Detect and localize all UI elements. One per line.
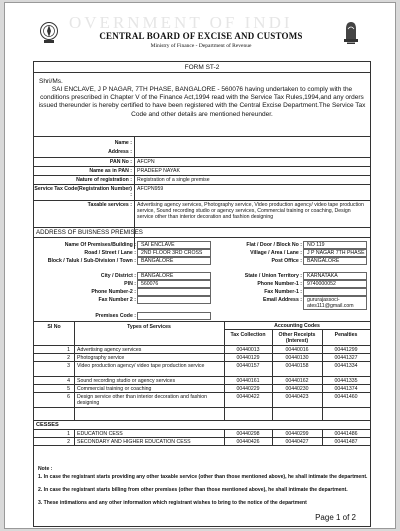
row-tax-code: 00440013: [236, 347, 260, 353]
cess-tax-code: 00440298: [236, 431, 260, 437]
divider: [34, 376, 370, 377]
form-frame: [33, 61, 371, 527]
row-tax-code: 00440422: [236, 394, 260, 400]
page-number: Page 1 of 2: [315, 513, 356, 522]
field-box: [137, 257, 211, 265]
note-title: Note :: [38, 466, 53, 472]
field-box: [137, 296, 211, 304]
column-divider: [224, 321, 225, 421]
row-tax-code: 00440157: [236, 363, 260, 369]
detail-label: Address :: [108, 149, 132, 155]
row-other-code: 00440158: [285, 363, 309, 369]
column-divider: [74, 321, 75, 421]
row-tax-code: 00440229: [236, 386, 260, 392]
detail-value: Advertising agency services, Photography service, Video production agency/ video tape production service, Sound recording studio or agency services, Commercial training or coaching, Design service other than interior decoration and fashion designing: [137, 202, 364, 220]
field-box: [137, 288, 211, 296]
divider: [34, 420, 370, 421]
detail-label: Name :: [114, 140, 132, 146]
row-other-code: 00440230: [285, 386, 309, 392]
detail-value: [134, 140, 137, 146]
row-slno: 4: [67, 378, 70, 384]
divider: [34, 166, 370, 167]
divider: [34, 227, 370, 228]
premises-label: Village / Area / Lane :: [250, 250, 302, 256]
row-tax-code: 00440161: [236, 378, 260, 384]
field-box: [303, 249, 367, 257]
detail-label: Taxable services :: [87, 202, 132, 208]
row-service-type: Commercial training or coaching: [77, 386, 152, 392]
cess-slno: 1: [67, 431, 70, 437]
premises-value: BANGALORE: [307, 258, 340, 264]
col-header-other: Other Receipts (Interest): [278, 332, 316, 344]
cess-tax-code: 00440426: [236, 439, 260, 445]
row-penalty-code: 00441335: [334, 378, 358, 384]
premises-label: Road / Street / Lane :: [84, 250, 136, 256]
premises-value: J P NAGAR 7TH PHASE: [307, 250, 365, 256]
col-header-services: Types of Services: [127, 324, 171, 330]
organization-name: CENTRAL BOARD OF EXCISE AND CUSTOMS: [99, 31, 303, 41]
detail-row-name-pan: [34, 168, 370, 174]
row-tax-code: 00440129: [236, 355, 260, 361]
row-other-code: 00440162: [285, 378, 309, 384]
detail-row-name: [34, 140, 370, 146]
cess-other-code: 00440427: [285, 439, 309, 445]
field-box: [303, 296, 367, 310]
row-service-type: Video production agency/ video tape production service: [77, 363, 205, 369]
detail-row-taxable: [34, 202, 370, 220]
premises-value: SAI ENCLAVE: [141, 242, 175, 248]
premises-label: PIN :: [124, 281, 136, 287]
divider: [34, 437, 370, 438]
row-other-code: 00440423: [285, 394, 309, 400]
row-slno: 2: [67, 355, 70, 361]
divider: [224, 329, 370, 330]
field-box: [137, 272, 211, 280]
letterhead: [5, 3, 397, 59]
cess-type: SECONDARY AND HIGHER EDUCATION CESS: [77, 439, 191, 445]
row-service-type: Design service other than interior decoration and fashion designing: [77, 394, 208, 406]
col-header-penalties: Penalties: [334, 332, 358, 338]
watermark-text: OVERNMENT OF INDI: [69, 13, 293, 32]
detail-label: Nature of registration :: [76, 177, 132, 183]
premises-label: Block / Taluk / Sub-Division / Town :: [47, 258, 136, 264]
detail-label: Service Tax Code(Registration Number) :: [34, 186, 132, 198]
form-title: FORM ST-2: [34, 62, 370, 73]
divider: [34, 175, 370, 176]
note-item: 3. These intimations and any other information which registrant wishes to bring to the notice of the department: [38, 500, 307, 506]
row-penalty-code: 00441299: [334, 347, 358, 353]
row-slno: 1: [67, 347, 70, 353]
detail-value: [134, 149, 137, 155]
premises-value: 560076: [141, 281, 159, 287]
row-penalty-code: 00441327: [334, 355, 358, 361]
field-box: [303, 280, 367, 288]
row-other-code: 00440130: [285, 355, 309, 361]
cess-slno: 2: [67, 439, 70, 445]
premises-value: KARNATAKA: [307, 273, 338, 279]
premises-value: 9740000052: [307, 281, 336, 287]
premises-value: BANGALORE: [141, 258, 174, 264]
premises-label: State / Union Territory :: [244, 273, 302, 279]
premises-label: Fax Number-1 :: [264, 289, 302, 295]
premises-label: Fax Number 2 :: [98, 297, 136, 303]
divider: [34, 237, 370, 238]
note-item: 1. In case the registrant starts providing any other taxable service (other than those mentioned above), he shall intimate the department.: [38, 474, 368, 480]
divider: [34, 321, 370, 322]
field-box: [303, 257, 367, 265]
cess-penalty-code: 00441486: [334, 431, 358, 437]
detail-value: AFCPN959: [137, 186, 164, 192]
field-box: [303, 288, 367, 296]
field-box: [137, 312, 211, 320]
premises-value: gururajassoci-ates111@gmail.com: [307, 297, 354, 309]
row-penalty-code: 00441374: [334, 386, 358, 392]
premises-value: BANGALORE: [141, 273, 174, 279]
divider: [34, 361, 370, 362]
premises-label: Flat / Door / Block No :: [246, 242, 302, 248]
divider: [34, 407, 370, 408]
premises-label: City / District :: [100, 273, 136, 279]
divider: [34, 429, 370, 430]
premises-label: Post Office :: [271, 258, 302, 264]
detail-value: PRADEEP NAYAK: [137, 168, 180, 174]
detail-row-nature: [34, 177, 370, 183]
section-title-cesses: CESSES: [36, 422, 59, 428]
field-box: [303, 241, 367, 249]
field-box: [303, 272, 367, 280]
col-header-tax: Tax Collection: [230, 332, 266, 338]
divider: [34, 184, 370, 185]
divider: [34, 384, 370, 385]
premises-value: 2ND FLOOR 3RD CROSS: [141, 250, 203, 256]
divider: [34, 136, 370, 137]
cess-penalty-code: 00441487: [334, 439, 358, 445]
col-header-slno: Sl No: [47, 324, 61, 330]
premises-label: Phone Number-1 :: [257, 281, 302, 287]
premises-label: Name Of Premises/Building :: [64, 242, 136, 248]
detail-row-pan: [34, 159, 370, 165]
row-slno: 6: [67, 394, 70, 400]
divider: [34, 445, 370, 446]
detail-value: Registration of a single premise: [137, 177, 210, 183]
note-item: 2. In case the registrant starts billing from other premises (other than those mentioned above), he shall intimate the department.: [38, 487, 348, 493]
cess-type: EDUCATION CESS: [77, 431, 123, 437]
section-title-premises: ADDRESS OF BUISNESS PREMISES: [36, 229, 143, 236]
national-emblem-icon: [341, 19, 361, 45]
row-service-type: Photography service: [77, 355, 125, 361]
cess-other-code: 00440299: [285, 431, 309, 437]
certification-paragraph: SAI ENCLAVE, J P NAGAR, 7TH PHASE, BANGALORE - 560076 having undertaken to comply with the conditions prescribed in Chapter V of the Finance Act,1994 read with the Service Tax Rules,1994,and any orders issued thereunder is hereby certified to have been registered with the Central Excise Department.The Service Tax Code and other details are mentioned hereunder.: [38, 86, 366, 118]
detail-value: AFCPN: [137, 159, 155, 165]
divider: [34, 392, 370, 393]
field-box: [137, 280, 211, 288]
document-page: [4, 2, 396, 529]
detail-label: PAN No :: [109, 159, 132, 165]
divider: [34, 345, 370, 346]
row-service-type: Sound recording studio or agency services: [77, 378, 176, 384]
row-penalty-code: 00441460: [334, 394, 358, 400]
row-slno: 3: [67, 363, 70, 369]
divider: [34, 353, 370, 354]
detail-row-stc: [34, 186, 370, 198]
premises-label: Email Address :: [262, 297, 302, 303]
row-penalty-code: 00441334: [334, 363, 358, 369]
accounting-codes-title: Accounting Codes: [274, 323, 320, 329]
premises-value: NO 119: [307, 242, 325, 248]
divider: [34, 157, 370, 158]
row-slno: 5: [67, 386, 70, 392]
detail-row-address: [34, 149, 370, 155]
premises-label: Premises Code :: [95, 313, 136, 319]
field-box: [137, 241, 211, 249]
salutation: Shri/Ms.: [39, 78, 63, 85]
field-box: [137, 249, 211, 257]
detail-label: Name as in PAN :: [89, 168, 132, 174]
row-other-code: 00440016: [285, 347, 309, 353]
ministry-name: Ministry of Finance - Department of Revenue: [150, 43, 252, 49]
divider: [34, 200, 370, 201]
row-service-type: Advertising agency services: [77, 347, 142, 353]
premises-label: Phone Number-2 :: [91, 289, 136, 295]
